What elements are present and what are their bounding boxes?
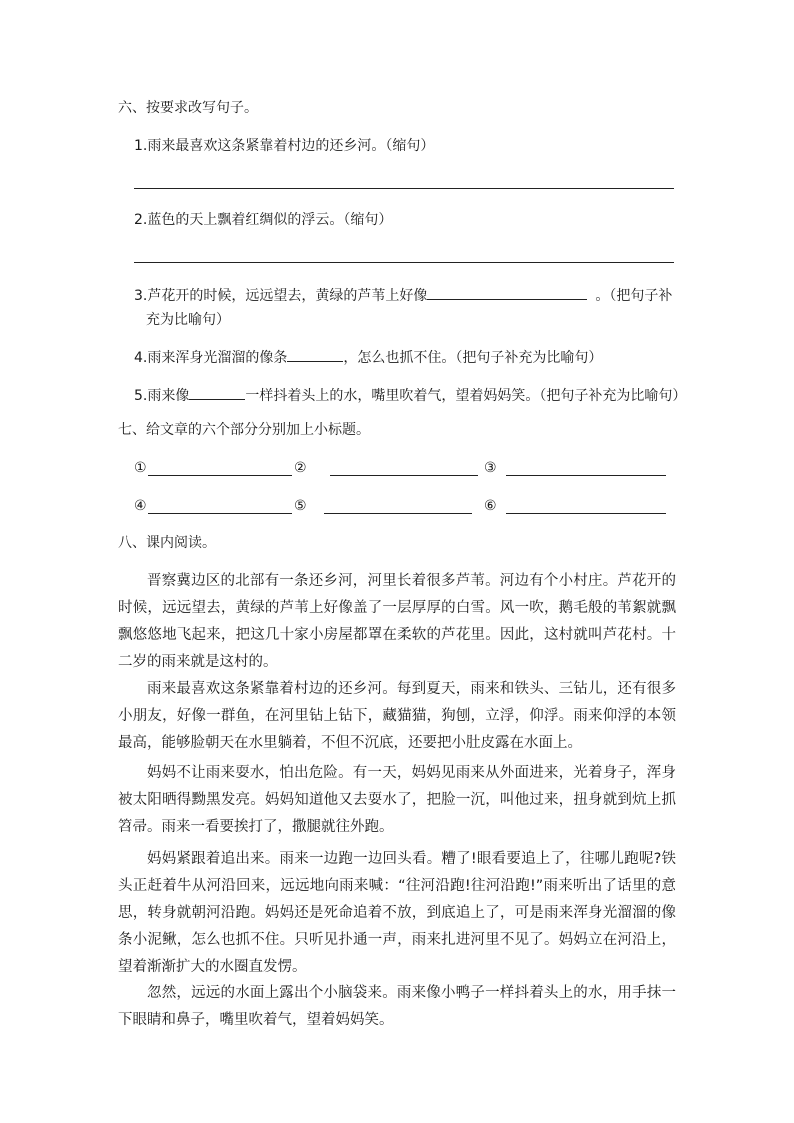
- subtitle-line-3[interactable]: [506, 475, 666, 476]
- question-4-text-b: ，怎么也抓不住。（把句子补充为比喻句）: [343, 350, 603, 366]
- question-4: [134, 346, 602, 368]
- section-7-heading: 七、给文章的六个部分分别加上小标题。: [118, 422, 370, 438]
- reading-paragraph-1: 晋察冀边区的北部有一条还乡河，河里长着很多芦苇。河边有个小村庄。芦花开的时候，远远望去，黄绿的芦苇上好像盖了一层厚厚的白雪。风一吹，鹅毛般的苇絮就飘飘悠悠地飞起来，把这几十家小房屋都罩在柔软的芦花里。因此，这村就叫芦花村。十二岁的雨来就是这村的。: [118, 573, 676, 670]
- question-5: [134, 384, 686, 406]
- reading-paragraph-4: 妈妈紧跟着追出来。雨来一边跑一边回头看。糟了!眼看要追上了，往哪儿跑呢?铁头正赶着牛从河沿回来，远远地向雨来喊：“往河沿跑!往河沿跑!”雨来听出了话里的意思，转身就朝河沿跑。妈妈还是死命追着不放，到底追上了，可是雨来浑身光溜溜的像条小泥鳅，怎么也抓不住。只听见扑通一声，雨来扎进河里不见了。妈妈立在河沿上，望着渐渐扩大的水圈直发愣。: [118, 851, 676, 975]
- reading-paragraph-3: 妈妈不让雨来耍水，怕出危险。有一天，妈妈见雨来从外面进来，光着身子，浑身被太阳晒得黝黑发亮。妈妈知道他又去耍水了，把脸一沉，叫他过来，扭身就到炕上抓笤帚。雨来一看要挨打了，撒腿就往外跑。: [118, 765, 676, 835]
- question-3-blank[interactable]: [427, 284, 587, 300]
- answer-line-2[interactable]: [134, 262, 674, 263]
- question-3: [134, 284, 672, 306]
- subtitle-line-5[interactable]: [324, 513, 472, 514]
- subtitle-line-4[interactable]: [148, 513, 292, 514]
- reading-paragraph-5: 忽然，远远的水面上露出个小脑袋来。雨来像小鸭子一样抖着头上的水，用手抹一下眼睛和鼻子，嘴里吹着气，望着妈妈笑。: [118, 985, 676, 1028]
- question-5-text-b: 一样抖着头上的水，嘴里吹着气，望着妈妈笑。（把句子补充为比喻句）: [245, 388, 687, 404]
- section-8-heading: 八、课内阅读。: [118, 535, 216, 551]
- question-4-text-a: 4.雨来浑身光溜溜的像条: [134, 350, 288, 366]
- subtitle-line-1[interactable]: [148, 475, 292, 476]
- question-1: 1.雨来最喜欢这条紧靠着村边的还乡河。（缩句）: [134, 138, 435, 154]
- subtitle-line-6[interactable]: [506, 513, 666, 514]
- question-5-blank[interactable]: [189, 384, 245, 400]
- subtitle-number-2: ②: [294, 460, 307, 476]
- question-3-text-b: 。（把句子补: [595, 288, 673, 304]
- question-3-text-a: 3.芦花开的时候，远远望去，黄绿的芦苇上好像: [134, 288, 428, 304]
- question-3-continued: 充为比喻句）: [146, 312, 230, 328]
- subtitle-number-1: ①: [134, 460, 147, 476]
- question-2: 2.蓝色的天上飘着红绸似的浮云。（缩句）: [134, 212, 393, 228]
- section-6-heading: 六、按要求改写句子。: [118, 100, 258, 116]
- subtitle-line-2[interactable]: [330, 475, 478, 476]
- reading-paragraph-2: 雨来最喜欢这条紧靠着村边的还乡河。每到夏天，雨来和铁头、三钻儿，还有很多小朋友，好像一群鱼，在河里钻上钻下，藏猫猫，狗刨，立浮，仰浮。雨来仰浮的本领最高，能够脸朝天在水里躺着，不但不沉底，还要把小肚皮露在水面上。: [118, 681, 676, 751]
- subtitle-number-6: ⑥: [484, 498, 497, 514]
- subtitle-number-5: ⑤: [294, 498, 307, 514]
- question-5-text-a: 5.雨来像: [134, 388, 190, 404]
- subtitle-number-3: ③: [484, 460, 497, 476]
- question-4-blank[interactable]: [287, 346, 343, 362]
- subtitle-number-4: ④: [134, 498, 147, 514]
- answer-line-1[interactable]: [134, 188, 674, 189]
